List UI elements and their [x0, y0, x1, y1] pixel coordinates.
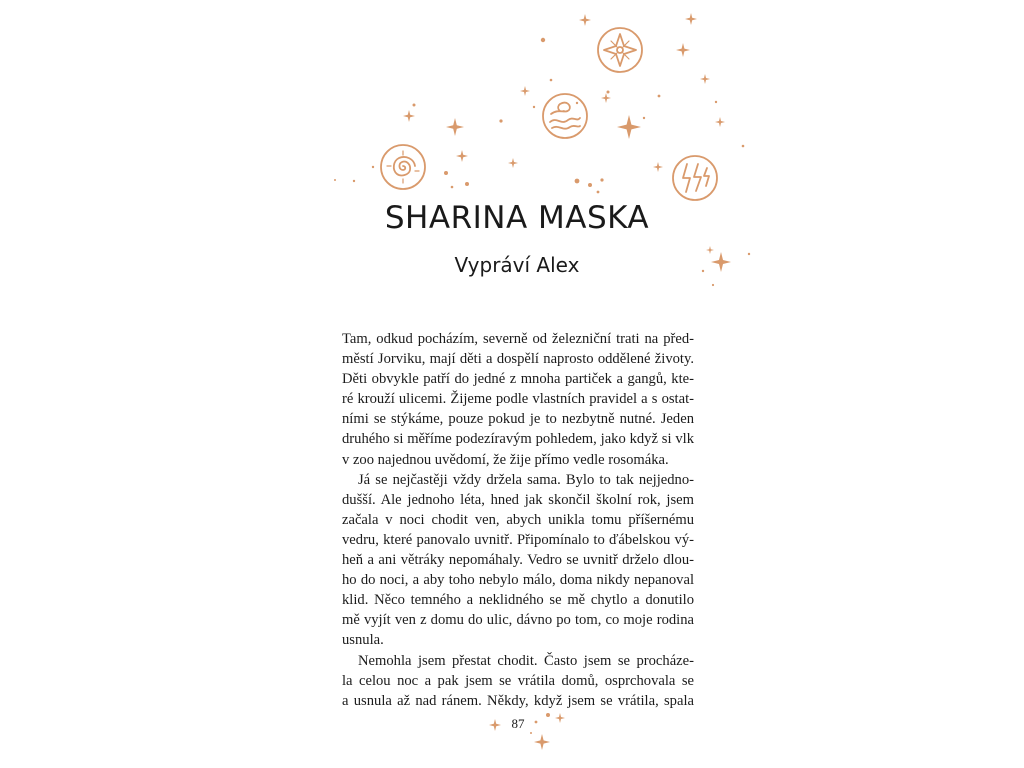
text-line: heň a ani větráky nepomáhaly. Vedro se uvnitř drželo dlou- [342, 552, 694, 569]
sparkle-icon [579, 14, 591, 26]
star-rune-icon [598, 28, 642, 72]
sparkle-icon [676, 43, 690, 57]
sparkle-icon [700, 74, 710, 84]
text-line: Děti obvykle patří do jedné z mnoha partiček a gangů, kte- [342, 371, 694, 388]
text-line: Nemohla jsem přestat chodit. Často jsem se procháze- [358, 652, 694, 669]
text-line: městí Jorviku, mají děti a dospělí naprosto oddělené životy. [342, 351, 694, 368]
text-line: Já se nejčastěji vždy držela sama. Bylo to tak nejjedno- [358, 471, 694, 488]
sparkle-icon [489, 719, 501, 731]
spiral-rune-icon [381, 145, 425, 189]
sparkle-icon [617, 115, 641, 139]
sparkle-icon [520, 86, 530, 96]
text-line: mě vyjít ven z domu do ulic, dávno po tom, co moje rodina [342, 612, 694, 629]
text-line: ními se stýkáme, pouze pokud je to nezbytně nutné. Jeden [342, 411, 694, 428]
text-line: ho do noci, a aby toho nebylo málo, doma nikdy nepanoval [342, 572, 694, 589]
sparkle-icon [456, 150, 468, 162]
text-line: klid. Něco temného a neklidného se mě chytlo a donutilo [342, 592, 694, 609]
chapter-title: SHARINA MASKA [384, 200, 650, 236]
sparkle-icon [534, 734, 550, 750]
sparkle-icon [601, 93, 611, 103]
text-line: la celou noc a pak jsem se vrátila domů, osprchovala se [342, 672, 694, 689]
text-line: usnula. [342, 632, 384, 649]
sparkle-icon [685, 13, 697, 25]
text-line: Tam, odkud pocházím, severně od železniční trati na před- [342, 331, 694, 347]
text-line: vedru, které panovalo uvnitř. Připomínalo to ďábelskou vý- [342, 531, 694, 548]
body-text [342, 329, 694, 711]
sparkle-icon [715, 117, 725, 127]
page-number: 87 [511, 716, 525, 731]
text-line: začala v noci chodit ven, abych unikla tomu příšernému [342, 511, 694, 528]
lightning-rune-icon [673, 156, 717, 200]
text-line: a usnula až nad ránem. Někdy, když jsem se vrátila, spala [342, 692, 694, 709]
wave-rune-icon [543, 94, 587, 138]
text-line: v zoo najednou uvědomí, že žije přímo vedle rosomáka. [342, 451, 669, 468]
sparkle-icon [555, 713, 565, 723]
text-line: dušší. Ale jednoho léta, hned jak skončil školní rok, jsem [342, 491, 694, 508]
sparkle-icon [403, 110, 415, 122]
sparkle-icon [653, 162, 663, 172]
text-line: ré krouží ulicemi. Žijeme podle vlastních pravidel a s ostat- [342, 391, 694, 408]
sparkle-icon [446, 118, 464, 136]
text-line: druhého si měříme podezíravým pohledem, jako když si vlk [342, 431, 694, 448]
chapter-subtitle: Vypráví Alex [454, 253, 580, 277]
sparkle-icon [508, 158, 518, 168]
